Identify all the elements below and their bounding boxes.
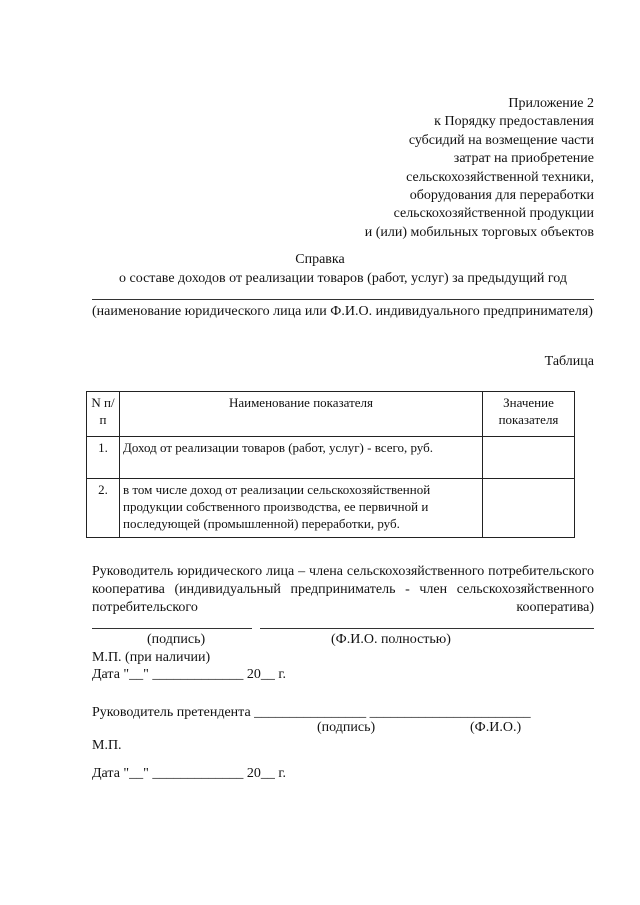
table-header-row bbox=[87, 392, 575, 437]
table-row bbox=[87, 479, 575, 538]
stamp-label: М.П. bbox=[92, 738, 122, 753]
applicant-head-line: Руководитель претендента ________________ _______________________ bbox=[92, 705, 531, 720]
row-name: в том числе доход от реализации сельскохозяйственной продукции собственного производства, ее первичной и последующей (промышленной) переработки, руб. bbox=[120, 479, 483, 538]
date-line: Дата "__" _____________ 20__ г. bbox=[92, 667, 286, 682]
fio-line bbox=[260, 628, 594, 629]
header-indicator: Наименование показателя bbox=[120, 392, 483, 437]
row-num: 2. bbox=[87, 479, 120, 538]
appendix-line: к Порядку предоставления bbox=[434, 114, 594, 130]
income-table bbox=[86, 391, 575, 538]
appendix-line: затрат на приобретение bbox=[453, 151, 594, 167]
appendix-line: оборудования для переработки bbox=[409, 188, 594, 204]
signature-caption: (подпись) bbox=[147, 632, 206, 647]
document-title: Справка bbox=[295, 252, 345, 267]
row-name: Доход от реализации товаров (работ, услуг) - всего, руб. bbox=[120, 437, 483, 479]
fio-caption: (Ф.И.О.) bbox=[470, 720, 522, 735]
appendix-line: сельскохозяйственной продукции bbox=[393, 206, 594, 222]
table-row bbox=[87, 437, 575, 479]
row-value bbox=[483, 479, 575, 538]
row-num: 1. bbox=[87, 437, 120, 479]
document-subtitle: о составе доходов от реализации товаров (работ, услуг) за предыдущий год bbox=[119, 271, 567, 286]
leader-text: Руководитель юридического лица – члена сельскохозяйственного потребительского кооператива (индивидуальный предприниматель - член сельскохозяйственного потребительского кооператива) bbox=[92, 564, 594, 615]
name-hint: (наименование юридического лица или Ф.И.О. индивидуального предпринимателя) bbox=[92, 304, 593, 319]
header-value: Значение показателя bbox=[483, 392, 575, 437]
appendix-line: и (или) мобильных торговых объектов bbox=[364, 224, 594, 240]
fio-caption: (Ф.И.О. полностью) bbox=[331, 632, 451, 647]
appendix-line: сельскохозяйственной техники, bbox=[406, 169, 594, 185]
signature-caption: (подпись) bbox=[317, 720, 376, 735]
date-line: Дата "__" _____________ 20__ г. bbox=[92, 766, 286, 781]
appendix-header bbox=[365, 95, 594, 242]
table-label: Таблица bbox=[544, 354, 594, 369]
stamp-label: М.П. (при наличии) bbox=[92, 650, 211, 665]
row-value bbox=[483, 437, 575, 479]
appendix-line: субсидий на возмещение части bbox=[408, 132, 594, 148]
header-num: N п/п bbox=[87, 392, 120, 437]
appendix-line: Приложение 2 bbox=[508, 96, 594, 111]
name-fill-line bbox=[92, 299, 594, 300]
signature-line bbox=[92, 628, 252, 629]
